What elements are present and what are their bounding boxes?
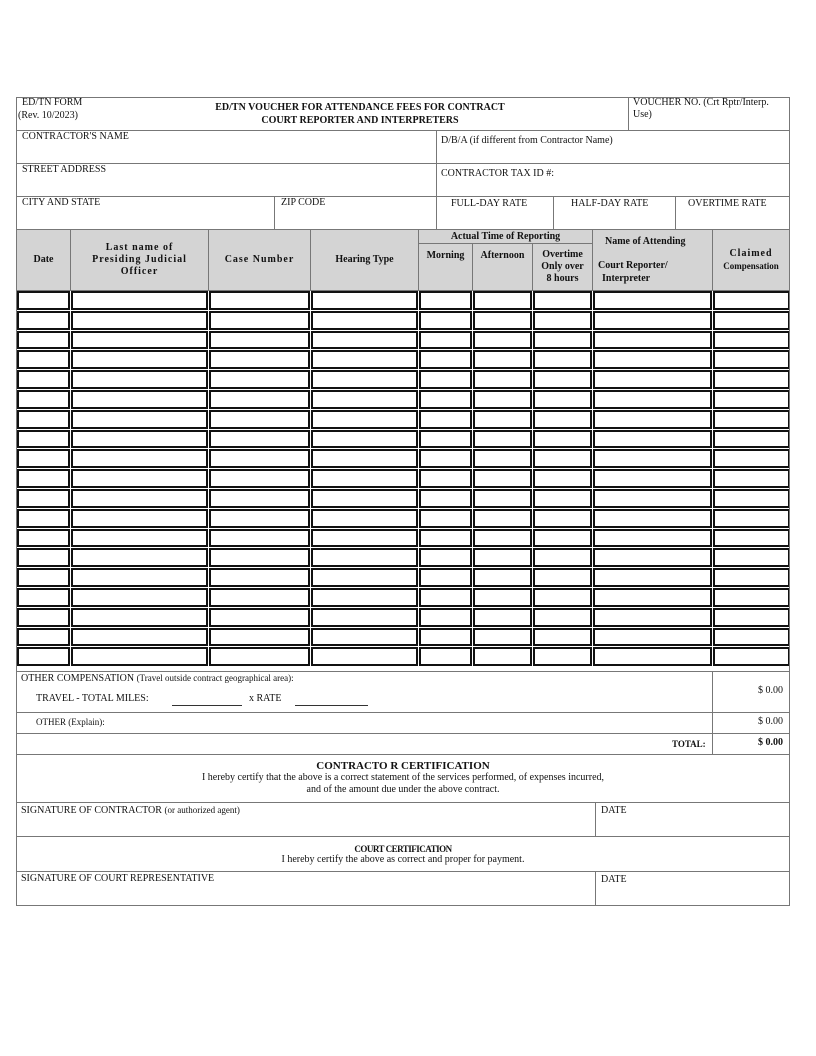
col-attending-line2: Court Reporter/ [598, 260, 668, 271]
travel-rate-input[interactable] [295, 705, 368, 706]
total-row [16, 733, 713, 755]
col-officer: Last name of Presiding Judicial Officer [70, 229, 209, 291]
travel-miles-input[interactable] [172, 705, 242, 706]
col-attending-line1: Name of Attending [605, 236, 686, 247]
form-revision: (Rev. 10/2023) [18, 110, 78, 121]
tax-id-label: CONTRACTOR TAX ID #: [441, 168, 555, 179]
half-day-rate-label: HALF-DAY RATE [571, 198, 649, 209]
form-id: ED/TN FORM [22, 97, 83, 108]
contractor-cert-title: CONTRACTO R CERTIFICATION [316, 760, 490, 772]
travel-rate-label: x RATE [249, 693, 282, 704]
other-explain-label: OTHER (Explain): [36, 717, 105, 727]
col-claimed [712, 229, 790, 291]
col-claimed-line2: Compensation [723, 261, 779, 271]
contractor-cert-line1: I hereby certify that the above is a correct statement of the services performed, of expenses incurred, [201, 772, 605, 783]
court-date-label: DATE [601, 874, 627, 885]
contractor-cert-line2: and of the amount due under the above contract. [306, 784, 500, 795]
contractor-signature-label [21, 804, 240, 817]
table-frame [16, 290, 790, 672]
col-morning: Morning [418, 243, 473, 291]
dba-label: D/B/A (if different from Contractor Name) [441, 135, 613, 146]
court-cert-line1: I hereby certify the above as correct and proper for payment. [281, 854, 525, 865]
other-amount: $ 0.00 [758, 716, 783, 727]
other-comp-label [21, 672, 294, 685]
court-cert-title: COURT CERTIFICATION [354, 844, 452, 854]
zip-code-label: ZIP CODE [281, 197, 326, 208]
col-hearing-type: Hearing Type [310, 229, 419, 291]
overtime-rate-label: OVERTIME RATE [688, 198, 767, 209]
total-amount: $ 0.00 [758, 737, 783, 748]
form-title-line2: COURT REPORTER AND INTERPRETERS [261, 115, 459, 126]
contractor-signature-note: (or authorized agent) [164, 805, 240, 815]
col-attending-line3: Interpreter [602, 273, 651, 284]
travel-miles-label: TRAVEL - TOTAL MILES: [36, 693, 149, 704]
contractor-date-label: DATE [601, 805, 627, 816]
total-label: TOTAL: [672, 739, 706, 749]
col-claimed-line1: Claimed [729, 248, 773, 259]
form-title-line1: ED/TN VOUCHER FOR ATTENDANCE FEES FOR CONTRACT [215, 102, 505, 113]
col-case-number: Case Number [208, 229, 311, 291]
other-comp-note: (Travel outside contract geographical area): [136, 673, 294, 683]
voucher-no-label: VOUCHER NO. (Crt Rptr/Interp. Use) [633, 97, 769, 120]
contractor-signature-title: SIGNATURE OF CONTRACTOR [21, 805, 162, 816]
col-actual-time: Actual Time of Reporting [418, 229, 593, 244]
col-afternoon: Afternoon [472, 243, 533, 291]
other-explain-row[interactable] [16, 712, 713, 734]
city-state-label: CITY AND STATE [22, 197, 101, 208]
court-signature-label: SIGNATURE OF COURT REPRESENTATIVE [21, 873, 215, 884]
full-day-rate-label: FULL-DAY RATE [451, 198, 528, 209]
col-attending [592, 229, 713, 291]
travel-amount: $ 0.00 [758, 685, 783, 696]
street-address-label: STREET ADDRESS [22, 164, 106, 175]
other-comp-title: OTHER COMPENSATION [21, 673, 135, 684]
col-overtime: Overtime Only over 8 hours [532, 243, 593, 291]
contractor-name-label: CONTRACTOR'S NAME [22, 131, 129, 142]
col-date: Date [16, 229, 71, 291]
